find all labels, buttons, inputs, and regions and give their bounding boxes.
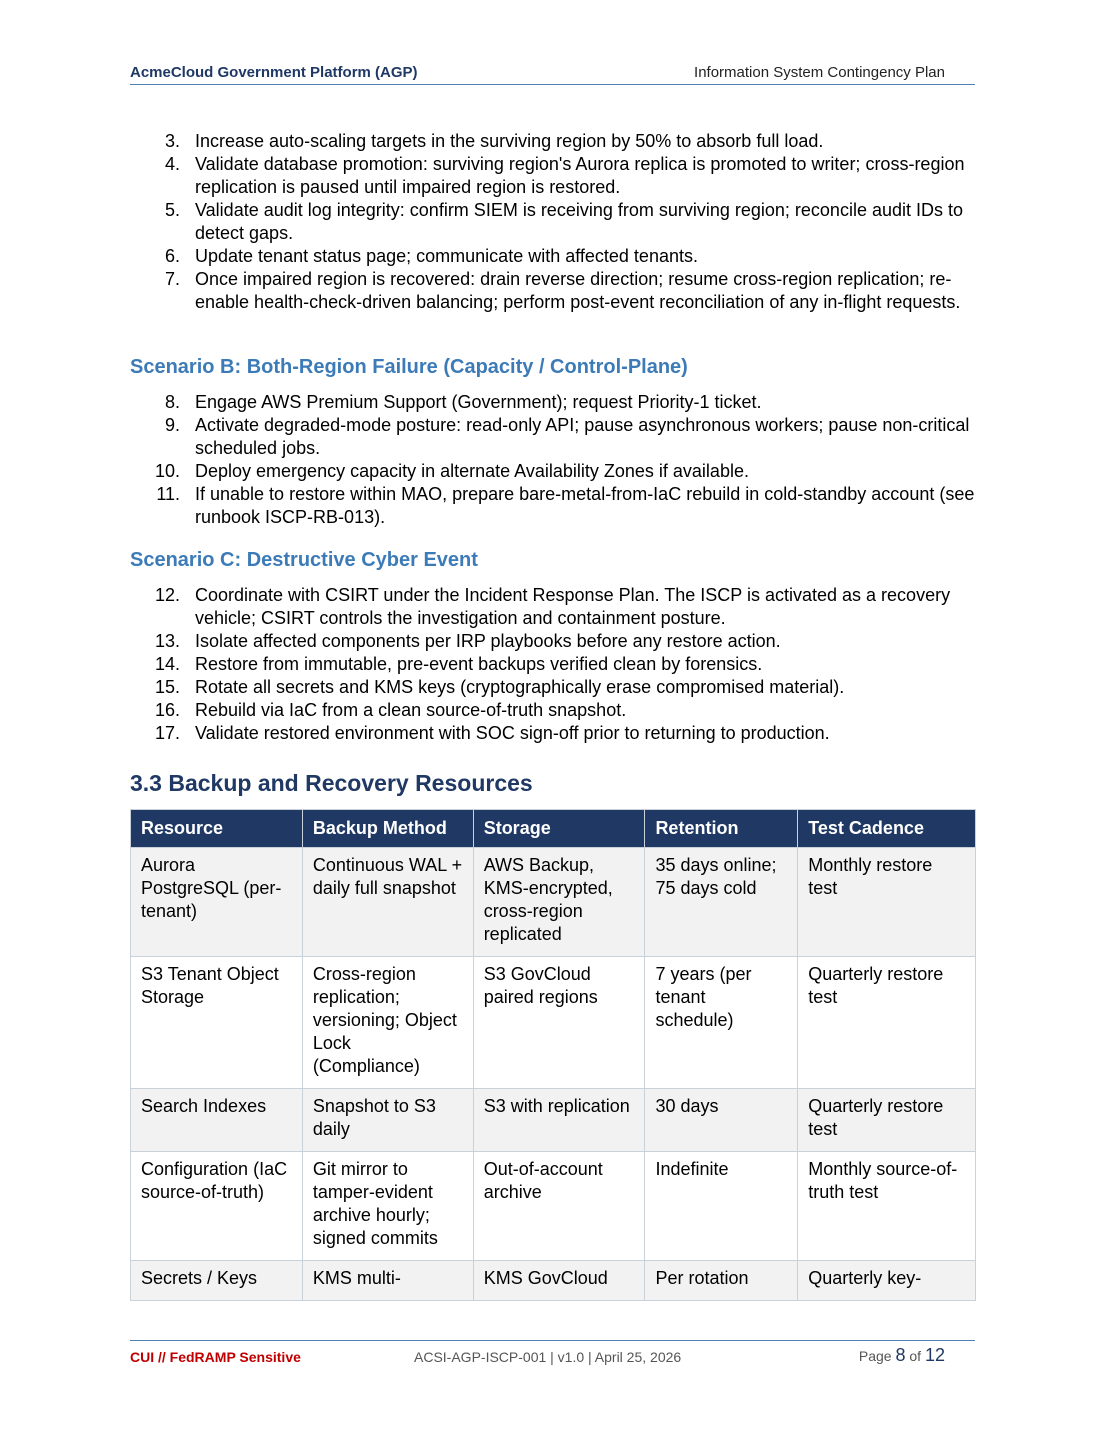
list-item-number: 16.: [154, 700, 180, 720]
table-cell: Out-of-account archive: [473, 1152, 645, 1261]
list-item-number: 11.: [156, 484, 180, 504]
list-item-text: Once impaired region is recovered: drain reverse direction; resume cross-region replication; re-enable health-check-driven balancing; perform post-event reconciliation of any in-flight requests.: [195, 269, 961, 312]
column-header: Backup Method: [302, 810, 473, 848]
page-word: Page: [858, 1348, 892, 1364]
list-item-text: Isolate affected components per IRP playbooks before any restore action.: [195, 631, 781, 651]
of-word: of: [909, 1348, 922, 1364]
list-item-text: Validate audit log integrity: confirm SIEM is receiving from surviving region; reconcile audit IDs to detect gaps.: [195, 200, 963, 243]
list-item: [130, 130, 975, 153]
list-item-number: 12.: [154, 585, 180, 605]
list-item-text: Activate degraded-mode posture: read-only API; pause asynchronous workers; pause non-critical scheduled jobs.: [195, 415, 970, 458]
list-item: [130, 483, 975, 529]
table-cell: Continuous WAL + daily full snapshot: [302, 848, 473, 957]
table-cell: Configuration (IaC source-of-truth): [131, 1152, 303, 1261]
table-cell: Quarterly restore test: [798, 1089, 976, 1152]
list-item: [130, 245, 975, 268]
table-cell: S3 with replication: [473, 1089, 645, 1152]
list-item-text: Validate restored environment with SOC sign-off prior to returning to production.: [195, 723, 830, 743]
page-number: [859, 1345, 945, 1366]
table-cell: Secrets / Keys: [131, 1261, 303, 1301]
list-item-number: 7.: [164, 269, 180, 289]
table-cell: AWS Backup, KMS-encrypted, cross-region replicated: [473, 848, 645, 957]
table-cell: Cross-region replication; versioning; Object Lock (Compliance): [302, 957, 473, 1089]
list-item: [130, 199, 975, 245]
list-item-number: 15.: [154, 677, 180, 697]
table-cell: Search Indexes: [131, 1089, 303, 1152]
list-item: [130, 153, 975, 199]
column-header: Storage: [473, 810, 645, 848]
header-doc-title: Information System Contingency Plan: [694, 64, 945, 81]
list-item-text: If unable to restore within MAO, prepare bare-metal-from-IaC rebuild in cold-standby account (see runbook ISCP-RB-013).: [195, 484, 975, 527]
list-item-number: 4.: [164, 154, 180, 174]
list-item-text: Validate database promotion: surviving region's Aurora replica is promoted to writer; cross-region replication is paused until impaired region is restored.: [195, 154, 965, 197]
table-cell: Monthly source-of-truth test: [798, 1152, 976, 1261]
list-item-text: Update tenant status page; communicate with affected tenants.: [195, 246, 698, 266]
table-cell: Per rotation: [645, 1261, 798, 1301]
backup-resources-table: [130, 809, 976, 1301]
table-row: [131, 957, 976, 1089]
current-page: 8: [895, 1345, 906, 1365]
table-cell: S3 Tenant Object Storage: [131, 957, 303, 1089]
table-cell: KMS GovCloud: [473, 1261, 645, 1301]
scenario-b-heading: Scenario B: Both-Region Failure (Capacity / Control-Plane): [130, 356, 688, 378]
header-org-title: AcmeCloud Government Platform (AGP): [130, 64, 418, 81]
list-item-text: Deploy emergency capacity in alternate Availability Zones if available.: [195, 461, 749, 481]
scenario-c-steps: [130, 584, 975, 745]
classification-marking: CUI // FedRAMP Sensitive: [130, 1349, 301, 1365]
list-item-text: Increase auto-scaling targets in the surviving region by 50% to absorb full load.: [195, 131, 824, 151]
list-item: [130, 676, 975, 699]
table-cell: Git mirror to tamper-evident archive hourly; signed commits: [302, 1152, 473, 1261]
document-id: ACSI-AGP-ISCP-001 | v1.0 | April 25, 2026: [414, 1349, 682, 1365]
table-header-row: [131, 810, 976, 848]
list-item-text: Engage AWS Premium Support (Government); request Priority-1 ticket.: [195, 392, 762, 412]
table-cell: S3 GovCloud paired regions: [473, 957, 645, 1089]
scenario-c-heading: Scenario C: Destructive Cyber Event: [130, 549, 478, 571]
list-item: [130, 414, 975, 460]
list-item: [130, 268, 975, 314]
table-cell: Indefinite: [645, 1152, 798, 1261]
list-item: [130, 699, 975, 722]
table-row: [131, 1152, 976, 1261]
list-item-text: Rebuild via IaC from a clean source-of-truth snapshot.: [195, 700, 627, 720]
list-item-number: 3.: [164, 131, 180, 151]
table-cell: Snapshot to S3 daily: [302, 1089, 473, 1152]
page-header: [130, 64, 975, 85]
list-item-number: 10.: [154, 461, 180, 481]
list-item: [130, 584, 975, 630]
list-item-text: Rotate all secrets and KMS keys (cryptographically erase compromised material).: [195, 677, 845, 697]
table-row: [131, 1261, 976, 1301]
scenario-b-steps: [130, 391, 975, 529]
table-cell: Monthly restore test: [798, 848, 976, 957]
table-cell: Quarterly restore test: [798, 957, 976, 1089]
list-item: [130, 391, 975, 414]
column-header: Test Cadence: [798, 810, 976, 848]
section-heading: 3.3 Backup and Recovery Resources: [130, 770, 533, 796]
list-item: [130, 630, 975, 653]
column-header: Retention: [645, 810, 798, 848]
table-cell: Aurora PostgreSQL (per-tenant): [131, 848, 303, 957]
list-item-number: 14.: [154, 654, 180, 674]
list-item-number: 5.: [164, 200, 180, 220]
table-cell: Quarterly key-: [798, 1261, 976, 1301]
list-item-number: 17.: [154, 723, 180, 743]
total-pages: 12: [924, 1345, 945, 1365]
table-cell: 35 days online; 75 days cold: [645, 848, 798, 957]
page-footer: [130, 1340, 975, 1365]
table-cell: 7 years (per tenant schedule): [645, 957, 798, 1089]
list-item: [130, 653, 975, 676]
column-header: Resource: [131, 810, 303, 848]
list-item-text: Restore from immutable, pre-event backups verified clean by forensics.: [195, 654, 763, 674]
scenario-a-steps: [130, 130, 975, 314]
table-row: [131, 1089, 976, 1152]
table-cell: 30 days: [645, 1089, 798, 1152]
list-item: [130, 722, 975, 745]
list-item-number: 8.: [164, 392, 180, 412]
list-item: [130, 460, 975, 483]
list-item-text: Coordinate with CSIRT under the Incident Response Plan. The ISCP is activated as a recovery vehicle; CSIRT controls the investigation and containment posture.: [195, 585, 951, 628]
table-row: [131, 848, 976, 957]
table-cell: KMS multi-: [302, 1261, 473, 1301]
list-item-number: 6.: [164, 246, 180, 266]
list-item-number: 13.: [154, 631, 180, 651]
list-item-number: 9.: [164, 415, 180, 435]
